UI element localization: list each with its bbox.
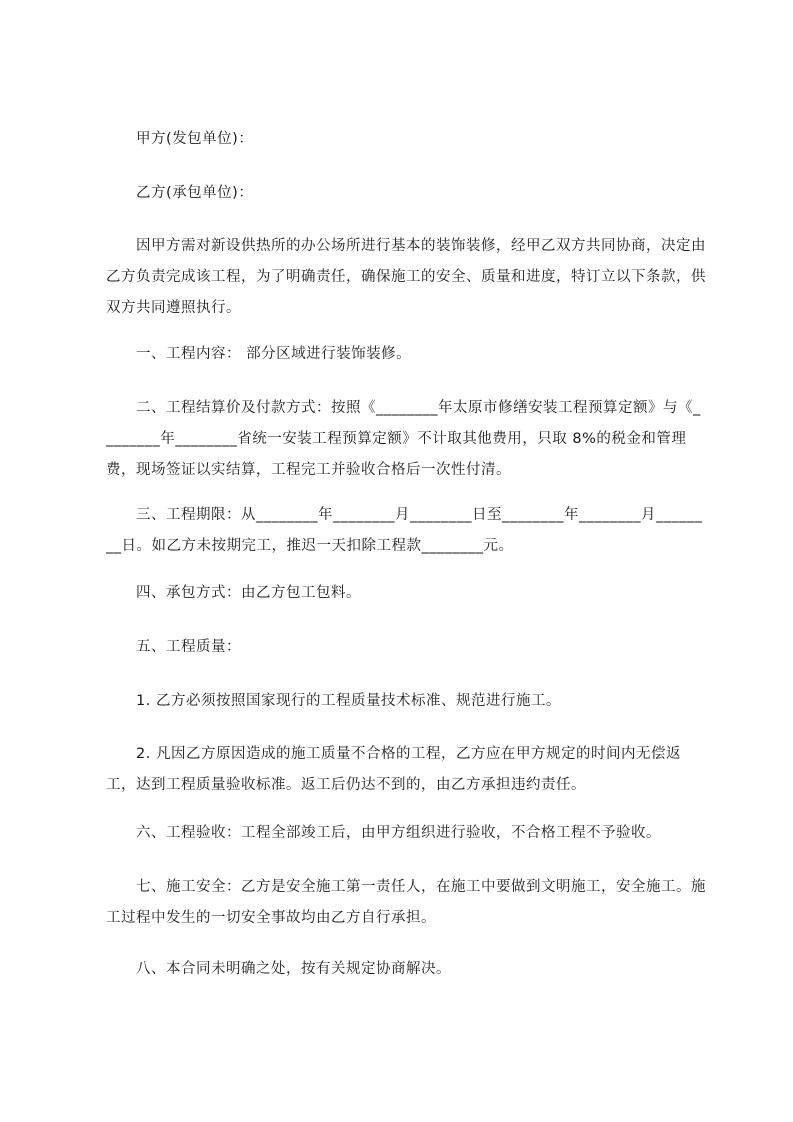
clause-2-settlement: 二、工程结算价及付款方式：按照《________年太原市修缮安装工程预算定额》与《________年________省统一安装工程预算定额》不计取其他费用，只取 8%的税金和管理费，现场签证以实结算，工程完工并验收合格后一次性付清。 (106, 400, 701, 478)
intro-paragraph: 因甲方需对新设供热所的办公场所进行基本的装饰装修，经甲乙双方共同协商，决定由乙方负责完成该工程，为了明确责任，确保施工的安全、质量和进度，特订立以下条款，供双方共同遵照执行。 (106, 238, 706, 316)
clause-5-quality-heading: 五、工程质量： (136, 639, 241, 655)
party-a-line: 甲方(发包单位)： (136, 131, 254, 147)
party-b-line: 乙方(承包单位)： (136, 185, 254, 201)
clause-6-acceptance: 六、工程验收：工程全部竣工后，由甲方组织进行验收，不合格工程不予验收。 (136, 825, 661, 841)
clause-7-safety: 七、施工安全：乙方是安全施工第一责任人，在施工中要做到文明施工，安全施工。施工过程中发生的一切安全事故均由乙方自行承担。 (106, 879, 706, 926)
clause-3-period: 三、工程期限：从________年________月________日至________年________月________日。如乙方未按期完工，推迟一天扣除工程款________元。 (106, 507, 703, 554)
clause-5-item-2: 2. 凡因乙方原因造成的施工质量不合格的工程，乙方应在甲方规定的时间内无偿返工，达到工程质量验收标准。返工后仍达不到的，由乙方承担违约责任。 (106, 746, 681, 793)
clause-1-content: 一、工程内容： 部分区域进行装饰装修。 (136, 346, 412, 362)
clause-5-item-1: 1. 乙方必须按照国家现行的工程质量技术标准、规范进行施工。 (136, 693, 561, 709)
clause-4-contract-method: 四、承包方式：由乙方包工包料。 (136, 585, 361, 601)
clause-8-other: 八、本合同未明确之处，按有关规定协商解决。 (136, 961, 451, 977)
